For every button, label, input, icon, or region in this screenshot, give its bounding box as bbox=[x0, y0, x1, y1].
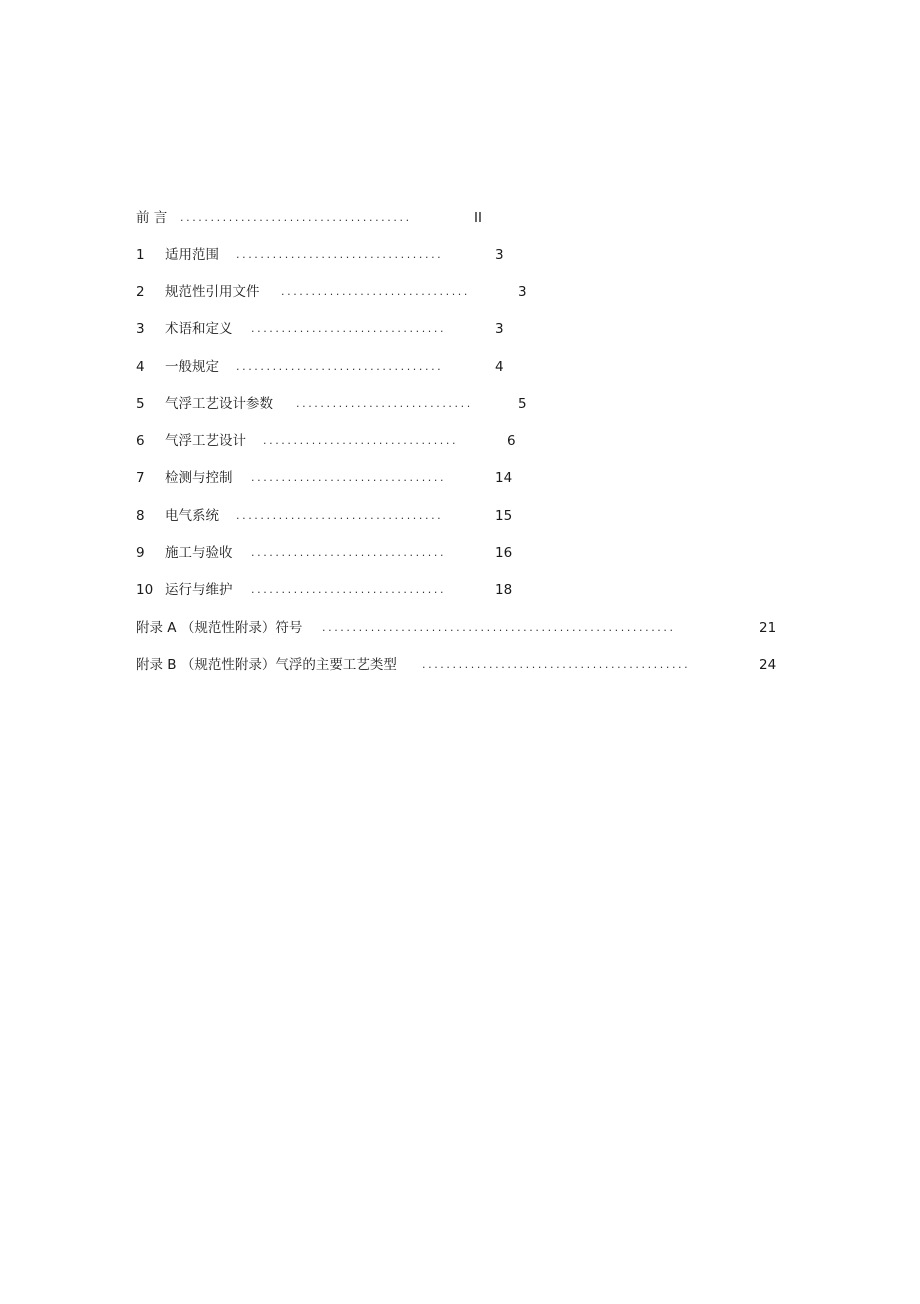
toc-leader-dots: ............................... bbox=[281, 285, 470, 298]
toc-entry-number: 5 bbox=[136, 396, 145, 412]
toc-entry-page: 4 bbox=[495, 359, 504, 375]
toc-leader-dots: .................................. bbox=[236, 360, 444, 373]
toc-entry-number: 4 bbox=[136, 359, 145, 375]
toc-entry-title: 运行与维护 bbox=[165, 582, 233, 598]
toc-leader-dots: ................................ bbox=[251, 583, 447, 596]
toc-entry-number: 2 bbox=[136, 284, 145, 300]
toc-entry-2[interactable] bbox=[136, 282, 556, 302]
toc-leader-dots: ............................. bbox=[296, 397, 473, 410]
toc-entry-page: 3 bbox=[495, 247, 504, 263]
toc-entry-number: 7 bbox=[136, 470, 145, 486]
toc-entry-5[interactable] bbox=[136, 394, 556, 414]
toc-leader-dots: ................................ bbox=[251, 546, 447, 559]
toc-entry-page: 24 bbox=[759, 657, 777, 673]
toc-entry-appendix-a[interactable] bbox=[136, 618, 796, 638]
toc-entry-9[interactable] bbox=[136, 543, 536, 563]
toc-leader-dots: ................................ bbox=[263, 434, 459, 447]
toc-entry-page: 3 bbox=[495, 321, 504, 337]
toc-entry-number: 10 bbox=[136, 582, 154, 598]
toc-entry-title: 规范性引用文件 bbox=[165, 284, 260, 300]
toc-entry-title: 附录 A （规范性附录）符号 bbox=[136, 620, 303, 636]
toc-entry-6[interactable] bbox=[136, 431, 536, 451]
toc-entry-title: 前 言 bbox=[136, 210, 168, 226]
toc-entry-title: 电气系统 bbox=[165, 508, 219, 524]
toc-leader-dots: ................................ bbox=[251, 322, 447, 335]
toc-entry-10[interactable] bbox=[136, 580, 536, 600]
toc-entry-title: 气浮工艺设计 bbox=[165, 433, 246, 449]
toc-leader-dots: .................................. bbox=[236, 509, 444, 522]
toc-entry-number: 6 bbox=[136, 433, 145, 449]
toc-entry-number: 1 bbox=[136, 247, 145, 263]
toc-entry-title: 检测与控制 bbox=[165, 470, 233, 486]
toc-leader-dots: ...................................... bbox=[180, 211, 412, 224]
toc-entry-title: 适用范围 bbox=[165, 247, 219, 263]
toc-entry-title: 一般规定 bbox=[165, 359, 219, 375]
toc-entry-page: II bbox=[474, 210, 482, 226]
toc-leader-dots: ................................ bbox=[251, 471, 447, 484]
toc-leader-dots: .......................................................... bbox=[322, 621, 676, 634]
toc-entry-title: 施工与验收 bbox=[165, 545, 233, 561]
toc-entry-page: 21 bbox=[759, 620, 777, 636]
toc-entry-page: 15 bbox=[495, 508, 513, 524]
toc-entry-1[interactable] bbox=[136, 245, 536, 265]
toc-entry-preface[interactable] bbox=[136, 208, 536, 228]
toc-entry-page: 5 bbox=[518, 396, 527, 412]
toc-entry-page: 18 bbox=[495, 582, 513, 598]
toc-entry-title: 附录 B （规范性附录）气浮的主要工艺类型 bbox=[136, 657, 397, 673]
toc-entry-title: 气浮工艺设计参数 bbox=[165, 396, 273, 412]
toc-entry-title: 术语和定义 bbox=[165, 321, 233, 337]
toc-entry-page: 16 bbox=[495, 545, 513, 561]
toc-leader-dots: ............................................ bbox=[422, 658, 691, 671]
toc-entry-number: 8 bbox=[136, 508, 145, 524]
toc-leader-dots: .................................. bbox=[236, 248, 444, 261]
toc-entry-3[interactable] bbox=[136, 319, 536, 339]
toc-entry-4[interactable] bbox=[136, 357, 536, 377]
toc-entry-8[interactable] bbox=[136, 506, 536, 526]
toc-entry-page: 3 bbox=[518, 284, 527, 300]
toc-entry-number: 9 bbox=[136, 545, 145, 561]
toc-entry-page: 14 bbox=[495, 470, 513, 486]
toc-entry-appendix-b[interactable] bbox=[136, 655, 796, 675]
toc-entry-number: 3 bbox=[136, 321, 145, 337]
toc-entry-page: 6 bbox=[507, 433, 516, 449]
toc-entry-7[interactable] bbox=[136, 468, 536, 488]
